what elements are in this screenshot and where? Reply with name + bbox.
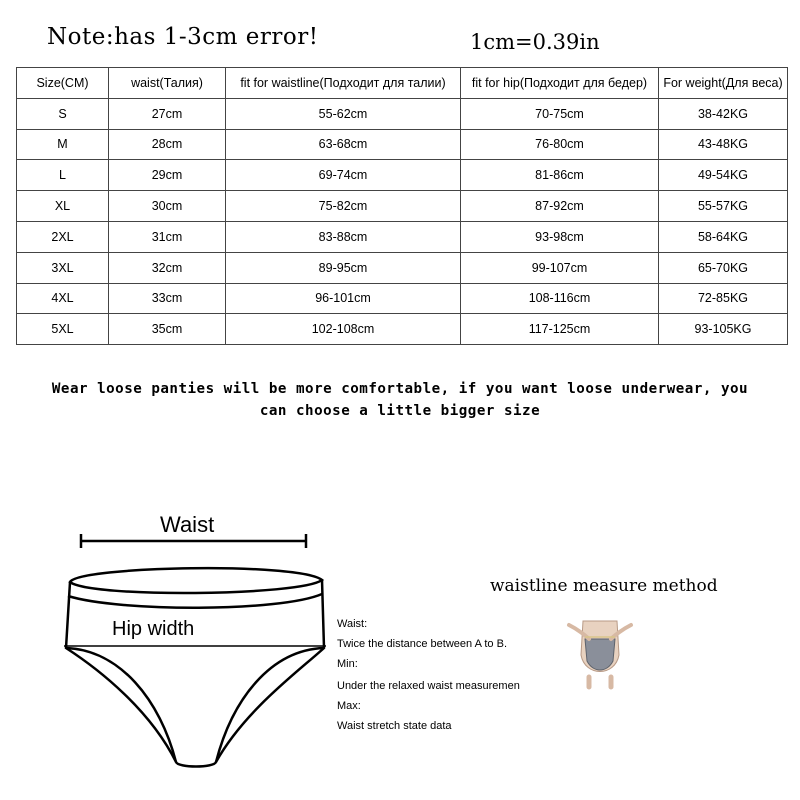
measure-method-title: waistline measure method: [490, 576, 718, 596]
min-text: Under the relaxed waist measuremen: [337, 680, 520, 692]
table-row: [17, 160, 788, 191]
cell-size: XL: [17, 191, 109, 222]
cell-size: S: [17, 98, 109, 129]
cell-fit-waistline: 102-108cm: [226, 314, 461, 345]
cell-weight: 58-64KG: [659, 221, 788, 252]
cell-size: 4XL: [17, 283, 109, 314]
cell-fit-waistline: 75-82cm: [226, 191, 461, 222]
cell-size: L: [17, 160, 109, 191]
advice-line-2: can choose a little bigger size: [259, 403, 541, 419]
cell-weight: 49-54KG: [659, 160, 788, 191]
cell-waist: 29cm: [109, 160, 226, 191]
waist-label: Waist: [160, 512, 215, 537]
cell-weight: 93-105KG: [659, 314, 788, 345]
sizing-advice: [10, 378, 790, 422]
advice-line-1: Wear loose panties will be more comfortable, if you want loose underwear, you: [51, 381, 749, 397]
cell-fit-waistline: 69-74cm: [226, 160, 461, 191]
cell-waist: 30cm: [109, 191, 226, 222]
table-row: [17, 98, 788, 129]
cell-fit-hip: 108-116cm: [461, 283, 659, 314]
cell-weight: 43-48KG: [659, 129, 788, 160]
cell-fit-waistline: 83-88cm: [226, 221, 461, 252]
cell-fit-waistline: 63-68cm: [226, 129, 461, 160]
cell-fit-hip: 81-86cm: [461, 160, 659, 191]
waist-heading: Waist:: [337, 618, 368, 630]
cell-waist: 27cm: [109, 98, 226, 129]
cell-fit-waistline: 55-62cm: [226, 98, 461, 129]
cell-weight: 38-42KG: [659, 98, 788, 129]
right-leg-opening: [216, 648, 324, 762]
header-fit-waistline: fit for waistline(Подходит для талии): [226, 68, 461, 99]
max-heading: Max:: [337, 700, 361, 712]
table-row: [17, 314, 788, 345]
cell-weight: 72-85KG: [659, 283, 788, 314]
cell-weight: 55-57KG: [659, 191, 788, 222]
cell-fit-hip: 76-80cm: [461, 129, 659, 160]
cell-waist: 35cm: [109, 314, 226, 345]
max-text: Waist stretch state data: [337, 720, 452, 732]
left-leg-opening: [66, 648, 176, 762]
cell-fit-waistline: 89-95cm: [226, 252, 461, 283]
cell-weight: 65-70KG: [659, 252, 788, 283]
hip-width-label: Hip width: [112, 618, 195, 640]
header-size: Size(CM): [17, 68, 109, 99]
cell-size: 3XL: [17, 252, 109, 283]
waistband-outline: [70, 568, 322, 593]
cell-waist: 32cm: [109, 252, 226, 283]
table-row: [17, 191, 788, 222]
unit-conversion: 1cm=0.39in: [470, 30, 600, 54]
cell-waist: 33cm: [109, 283, 226, 314]
size-table: [16, 67, 788, 345]
cell-fit-hip: 70-75cm: [461, 98, 659, 129]
header-weight: For weight(Для веса): [659, 68, 788, 99]
cell-size: 5XL: [17, 314, 109, 345]
waistband-lower-edge: [68, 594, 322, 608]
cell-fit-hip: 93-98cm: [461, 221, 659, 252]
table-header-row: [17, 68, 788, 99]
waist-text: Twice the distance between A to B.: [337, 638, 507, 650]
min-heading: Min:: [337, 658, 358, 670]
header-fit-hip: fit for hip(Подходит для бедер): [461, 68, 659, 99]
measuring-illustration: [565, 615, 635, 690]
cell-size: 2XL: [17, 221, 109, 252]
cell-waist: 31cm: [109, 221, 226, 252]
cell-fit-hip: 87-92cm: [461, 191, 659, 222]
panty-diagram: [0, 500, 400, 800]
table-row: [17, 252, 788, 283]
table-row: [17, 221, 788, 252]
cell-size: M: [17, 129, 109, 160]
table-row: [17, 129, 788, 160]
table-row: [17, 283, 788, 314]
cell-waist: 28cm: [109, 129, 226, 160]
cell-fit-hip: 117-125cm: [461, 314, 659, 345]
header-waist: waist(Талия): [109, 68, 226, 99]
cell-fit-hip: 99-107cm: [461, 252, 659, 283]
cell-fit-waistline: 96-101cm: [226, 283, 461, 314]
note-heading: Note:has 1-3cm error!: [47, 24, 319, 50]
